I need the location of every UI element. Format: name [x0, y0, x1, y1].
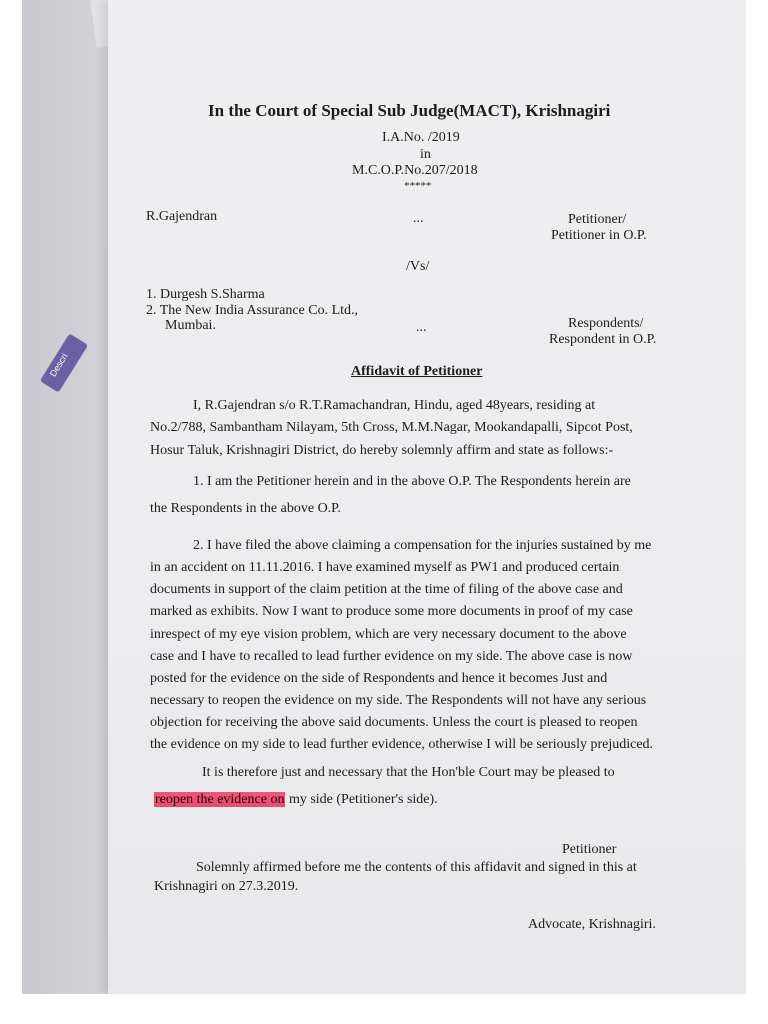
intro-line-1: I, R.Gajendran s/o R.T.Ramachandran, Hindu, aged 48years, residing at: [193, 398, 596, 413]
para2-line-3: documents in support of the claim petition at the time of filing of the above case and: [150, 582, 623, 597]
para2-line-2: in an accident on 11.11.2016. I have examined myself as PW1 and produced certain: [150, 560, 620, 575]
mcop-number: M.C.O.P.No.207/2018: [352, 163, 478, 178]
ia-number: I.A.No. /2019: [382, 130, 460, 145]
highlighted-text: reopen the evidence on: [155, 792, 285, 807]
dots-respondent: ...: [416, 320, 427, 335]
affidavit-heading: Affidavit of Petitioner: [351, 364, 483, 379]
court-title: In the Court of Special Sub Judge(MACT), Krishnagiri: [208, 101, 611, 120]
stars-separator: *****: [404, 180, 432, 192]
respondent-1: 1. Durgesh S.Sharma: [146, 287, 265, 302]
solemn-line-1: Solemnly affirmed before me the contents of this affidavit and signed in this at: [196, 860, 637, 875]
advocate-sign: Advocate, Krishnagiri.: [528, 917, 656, 932]
para2-line-10: the evidence on my side to lead further evidence, otherwise I will be seriously prejudiced.: [150, 737, 654, 752]
para2-line-6: case and I have to recalled to lead further evidence on my side. The above case is now: [150, 649, 633, 664]
sticky-tab-label: Descri: [47, 351, 70, 379]
para1-line-2: the Respondents in the above O.P.: [150, 501, 341, 516]
in-text: in: [420, 147, 431, 162]
para2-line-4: marked as exhibits. Now I want to produce some more documents in proof of my case: [150, 604, 633, 619]
respondent-role-2: Respondent in O.P.: [549, 332, 657, 347]
para2-line-9: objection for receiving the above said documents. Unless the court is pleased to reopen: [150, 715, 638, 730]
respondent-2: 2. The New India Assurance Co. Ltd.,: [146, 303, 359, 318]
versus: /Vs/: [406, 259, 430, 274]
para2-line-8: necessary to reopen the evidence on my side. The Respondents will not have any serious: [150, 693, 647, 708]
respondent-role-1: Respondents/: [568, 316, 644, 331]
para2-line-1: 2. I have filed the above claiming a compensation for the injuries sustained by me: [193, 538, 652, 553]
affidavit-page: [108, 0, 746, 994]
photo-background: [22, 0, 746, 994]
dots-petitioner: ...: [413, 211, 424, 226]
intro-line-2: No.2/788, Sambantham Nilayam, 5th Cross, M.M.Nagar, Mookandapalli, Sipcot Post,: [150, 420, 633, 435]
sign-petitioner: Petitioner: [562, 842, 617, 857]
prayer-line-1: It is therefore just and necessary that the Hon'ble Court may be pleased to: [202, 765, 615, 780]
prayer-rest: my side (Petitioner's side).: [285, 792, 438, 807]
prayer-line-2: [154, 792, 438, 808]
solemn-line-2: Krishnagiri on 27.3.2019.: [154, 879, 299, 894]
para2-line-7: posted for the evidence on the side of Respondents and hence it becomes Just and: [150, 671, 608, 686]
petitioner-name: R.Gajendran: [146, 209, 218, 224]
para2-line-5: inrespect of my eye vision problem, which are very necessary document to the above: [150, 627, 627, 642]
respondent-2-city: Mumbai.: [165, 318, 216, 333]
petitioner-role-1: Petitioner/: [568, 212, 627, 227]
para1-line-1: 1. I am the Petitioner herein and in the above O.P. The Respondents herein are: [193, 474, 631, 489]
petitioner-role-2: Petitioner in O.P.: [551, 228, 647, 243]
intro-line-3: Hosur Taluk, Krishnagiri District, do hereby solemnly affirm and state as follows:-: [150, 443, 614, 458]
